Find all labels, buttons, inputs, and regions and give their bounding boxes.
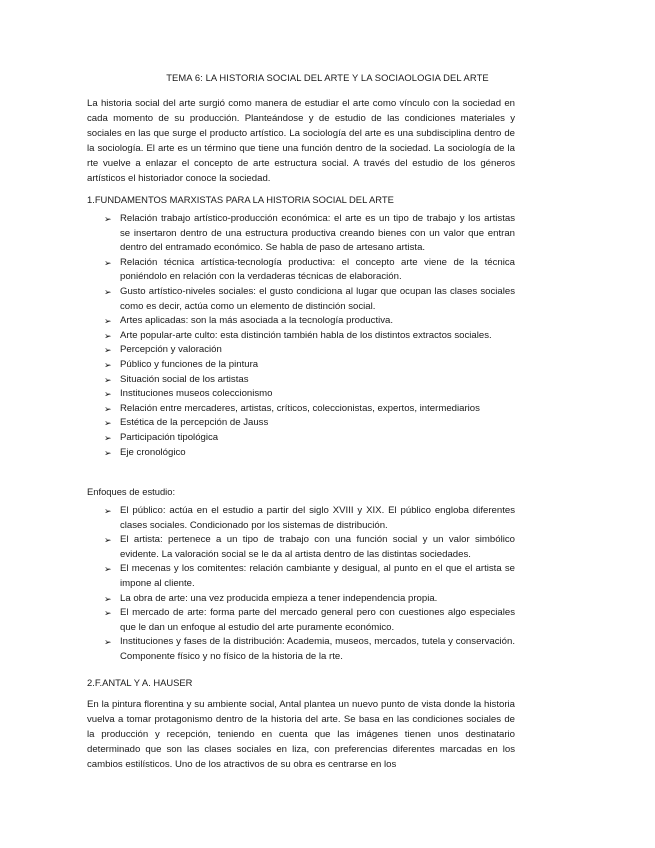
list-item: ➢ Artes aplicadas: son la más asociada a la tecnología productiva. — [0, 314, 515, 329]
list-item: ➢ Estética de la percepción de Jauss — [0, 416, 515, 431]
arrow-bullet-icon: ➢ — [104, 374, 112, 385]
section-2-paragraph: En la pintura florentina y su ambiente social, Antal plantea un nuevo punto de vista donde la historia vuelva a tomar protagonismo dentro de la historia del arte. Se basa en las condiciones sociales de la producción y recepción, teniendo en cuenta que las imágenes tienen unos destinatario determinado que son las clases sociales en liza, con preferencias diferentes marcadas en los cambios estilísticos. Uno de los atractivos de su obra es centrarse en los — [87, 699, 515, 770]
section-1-heading: 1.FUNDAMENTOS MARXISTAS PARA LA HISTORIA SOCIAL DEL ARTE — [87, 194, 394, 205]
arrow-bullet-icon: ➢ — [104, 257, 112, 268]
list-item: ➢ Relación entre mercaderes, artistas, críticos, coleccionistas, expertos, intermediarios — [0, 402, 515, 417]
list-item: ➢ Situación social de los artistas — [0, 373, 515, 388]
list-item: ➢ Percepción y valoración — [0, 343, 515, 358]
arrow-bullet-icon: ➢ — [104, 359, 112, 370]
list-item: ➢ Eje cronológico — [0, 446, 515, 461]
arrow-bullet-icon: ➢ — [104, 418, 112, 429]
list-item: ➢ Instituciones museos coleccionismo — [0, 387, 515, 402]
list-item: ➢ Relación trabajo artístico-producción económica: el arte es un tipo de trabajo y los artistas se insertaron dentro de una estructura productiva creando bienes con un valor que entran dentro del entramado económico. Se habla de paso de artesano artista. — [104, 213, 515, 254]
arrow-bullet-icon: ➢ — [104, 389, 112, 400]
arrow-bullet-icon: ➢ — [104, 593, 112, 604]
list-item: ➢ Público y funciones de la pintura — [0, 358, 515, 373]
arrow-bullet-icon: ➢ — [104, 286, 112, 297]
list-item: ➢ La obra de arte: una vez producida empieza a tener independencia propia. — [0, 592, 515, 607]
list-item: ➢ Arte popular-arte culto: esta distinción también habla de los distintos extractos sociales. — [0, 329, 515, 344]
arrow-bullet-icon: ➢ — [104, 608, 112, 619]
list-item: ➢ El mecenas y los comitentes: relación cambiante y desigual, al punto en el que el artista se impone al cliente. — [104, 563, 515, 589]
enfoques-heading: Enfoques de estudio: — [87, 486, 176, 497]
arrow-bullet-icon: ➢ — [104, 432, 112, 443]
enfoques-list — [0, 504, 655, 665]
arrow-bullet-icon: ➢ — [104, 447, 112, 458]
list-item: ➢ Relación técnica artística-tecnología productiva: el concepto arte viene de la técnica poniéndolo en relación con la verdaderas técnicas de elaboración. — [104, 256, 515, 283]
arrow-bullet-icon: ➢ — [104, 214, 112, 224]
list-item: ➢ Participación tipológica — [0, 431, 515, 446]
arrow-bullet-icon: ➢ — [104, 535, 112, 546]
document-title: TEMA 6: LA HISTORIA SOCIAL DEL ARTE Y LA SOCIAOLOGIA DEL ARTE — [166, 72, 489, 83]
section-1-list — [0, 212, 655, 460]
arrow-bullet-icon: ➢ — [104, 403, 112, 414]
arrow-bullet-icon: ➢ — [104, 506, 112, 516]
section-2-heading: 2.F.ANTAL Y A. HAUSER — [87, 677, 193, 688]
arrow-bullet-icon: ➢ — [104, 330, 112, 341]
arrow-bullet-icon: ➢ — [104, 564, 112, 575]
intro-paragraph: La historia social del arte surgió como manera de estudiar el arte como vínculo con la sociedad en cada momento de su producción. Planteándose y de estudio de las condiciones materiales y sociales en las que surge el producto artístico. La sociología del arte es una subdisciplina dentro de la sociología. El arte es un término que tiene una función dentro de la sociedad. La sociología de la rte vuelve a enlazar el concepto de arte estructura social. A través del estudio de los géneros artísticos el historiador conoce la sociedad. — [87, 98, 515, 184]
list-item: ➢ Instituciones y fases de la distribución: Academia, museos, mercados, tutela y conservación. Componente físico y no físico de la historia de la rte. — [104, 636, 515, 662]
arrow-bullet-icon: ➢ — [104, 345, 112, 356]
list-item: ➢ El mercado de arte: forma parte del mercado general pero con cuestiones algo especiales que le dan un enfoque al estudio del arte puramente económico. — [104, 607, 515, 633]
list-item: ➢ El público: actúa en el estudio a partir del siglo XVIII y XIX. El público engloba diferentes clases sociales. Condicionado por los sistemas de distribución. — [104, 505, 515, 531]
arrow-bullet-icon: ➢ — [104, 316, 112, 327]
list-item: ➢ El artista: pertenece a un tipo de trabajo con una función social y un valor simbólico evidente. La valoración social se le da al artista dentro de las distintas sociedades. — [104, 534, 515, 560]
list-item: ➢ Gusto artístico-niveles sociales: el gusto condiciona al lugar que ocupan las clases sociales como es decir, actúa como un elemento de distinción social. — [104, 285, 515, 312]
arrow-bullet-icon: ➢ — [104, 637, 112, 648]
